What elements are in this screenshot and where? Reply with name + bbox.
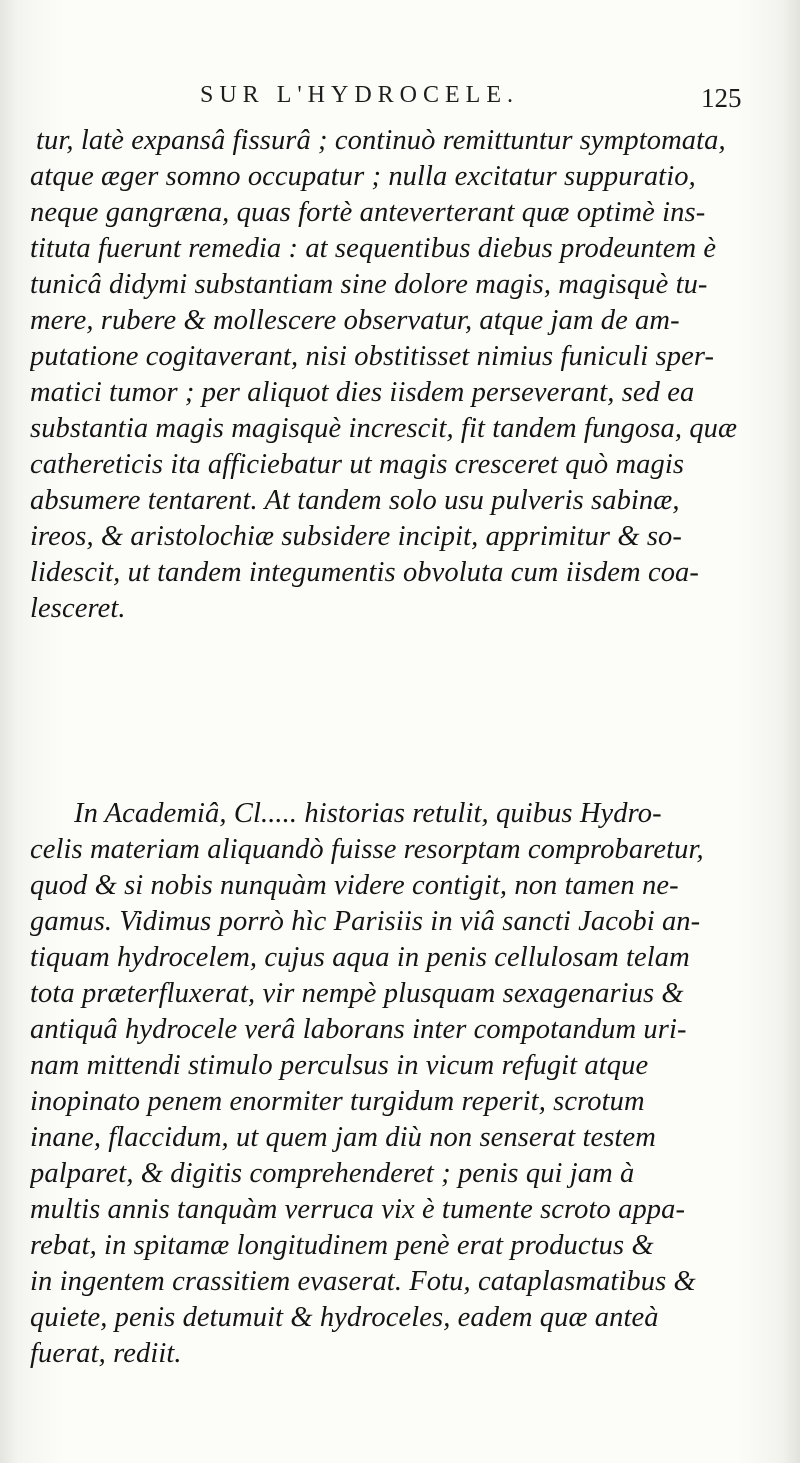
paragraph-2-line: In Academiâ, Cl..... historias retulit, quibus Hydro- — [74, 798, 662, 829]
paragraph-2-line: inopinato penem enormiter turgidum reperit, scrotum — [30, 1086, 645, 1117]
paragraph-2-line: nam mittendi stimulo perculsus in vicum refugit atque — [30, 1050, 649, 1081]
paragraph-1-line: absumere tentarent. At tandem solo usu pulveris sabinæ, — [30, 485, 680, 516]
paragraph-1-line: neque gangræna, quas fortè anteverterant quæ optimè ins- — [30, 197, 706, 228]
paragraph-2-line: tota præterfluxerat, vir nempè plusquam sexagenarius & — [30, 978, 684, 1009]
paragraph-1-line: lidescit, ut tandem integumentis obvoluta cum iisdem coa- — [30, 557, 699, 588]
paragraph-1-line: matici tumor ; per aliquot dies iisdem perseverant, sed ea — [30, 377, 695, 408]
paragraph-2-line: inane, flaccidum, ut quem jam diù non senserat testem — [30, 1122, 656, 1153]
paragraph-2-line: in ingentem crassitiem evaserat. Fotu, cataplasmatibus & — [30, 1266, 696, 1297]
paragraph-2-line: rebat, in spitamæ longitudinem penè erat productus & — [30, 1230, 654, 1261]
page-number: 125 — [701, 83, 742, 113]
paragraph-1-line: putatione cogitaverant, nisi obstitisset nimius funiculi sper- — [30, 341, 715, 372]
paragraph-2-line: quiete, penis detumuit & hydroceles, eadem quæ anteà — [30, 1302, 659, 1333]
paragraph-1-line: atque æger somno occupatur ; nulla excitatur suppuratio, — [30, 161, 696, 192]
paragraph-1-line: tituta fuerunt remedia : at sequentibus diebus prodeuntem è — [30, 233, 717, 264]
paragraph-2-line: antiquâ hydrocele verâ laborans inter compotandum uri- — [30, 1014, 687, 1045]
paragraph-1-line: cathereticis ita afficiebatur ut magis cresceret quò magis — [30, 449, 685, 480]
paragraph-1-line: lesceret. — [30, 593, 126, 624]
paragraph-2-line: celis materiam aliquandò fuisse resorptam comprobaretur, — [30, 834, 704, 865]
paragraph-2-line: quod & si nobis nunquàm videre contigit, non tamen ne- — [30, 870, 679, 901]
paragraph-2-line: palparet, & digitis comprehenderet ; penis qui jam à — [30, 1158, 635, 1189]
paragraph-2-line: multis annis tanquàm verruca vix è tumente scroto appa- — [30, 1194, 686, 1225]
paragraph-2-line: tiquam hydrocelem, cujus aqua in penis cellulosam telam — [30, 942, 690, 973]
paragraph-1-line: tunicâ didymi substantiam sine dolore magis, magisquè tu- — [30, 269, 708, 300]
running-title: SUR L'HYDROCELE. — [200, 82, 519, 108]
paragraph-1-line: substantia magis magisquè increscit, fit tandem fungosa, quæ — [30, 413, 738, 444]
paragraph-1-line: tur, latè expansâ fissurâ ; continuò remittuntur symptomata, — [36, 125, 726, 156]
paragraph-2-line: fuerat, rediit. — [30, 1338, 182, 1369]
paragraph-2-line: gamus. Vidimus porrò hìc Parisiis in viâ sancti Jacobi an- — [30, 906, 701, 937]
paragraph-1-line: mere, rubere & mollescere observatur, atque jam de am- — [30, 305, 680, 336]
paragraph-1-line: ireos, & aristolochiæ subsidere incipit, apprimitur & so- — [30, 521, 682, 552]
